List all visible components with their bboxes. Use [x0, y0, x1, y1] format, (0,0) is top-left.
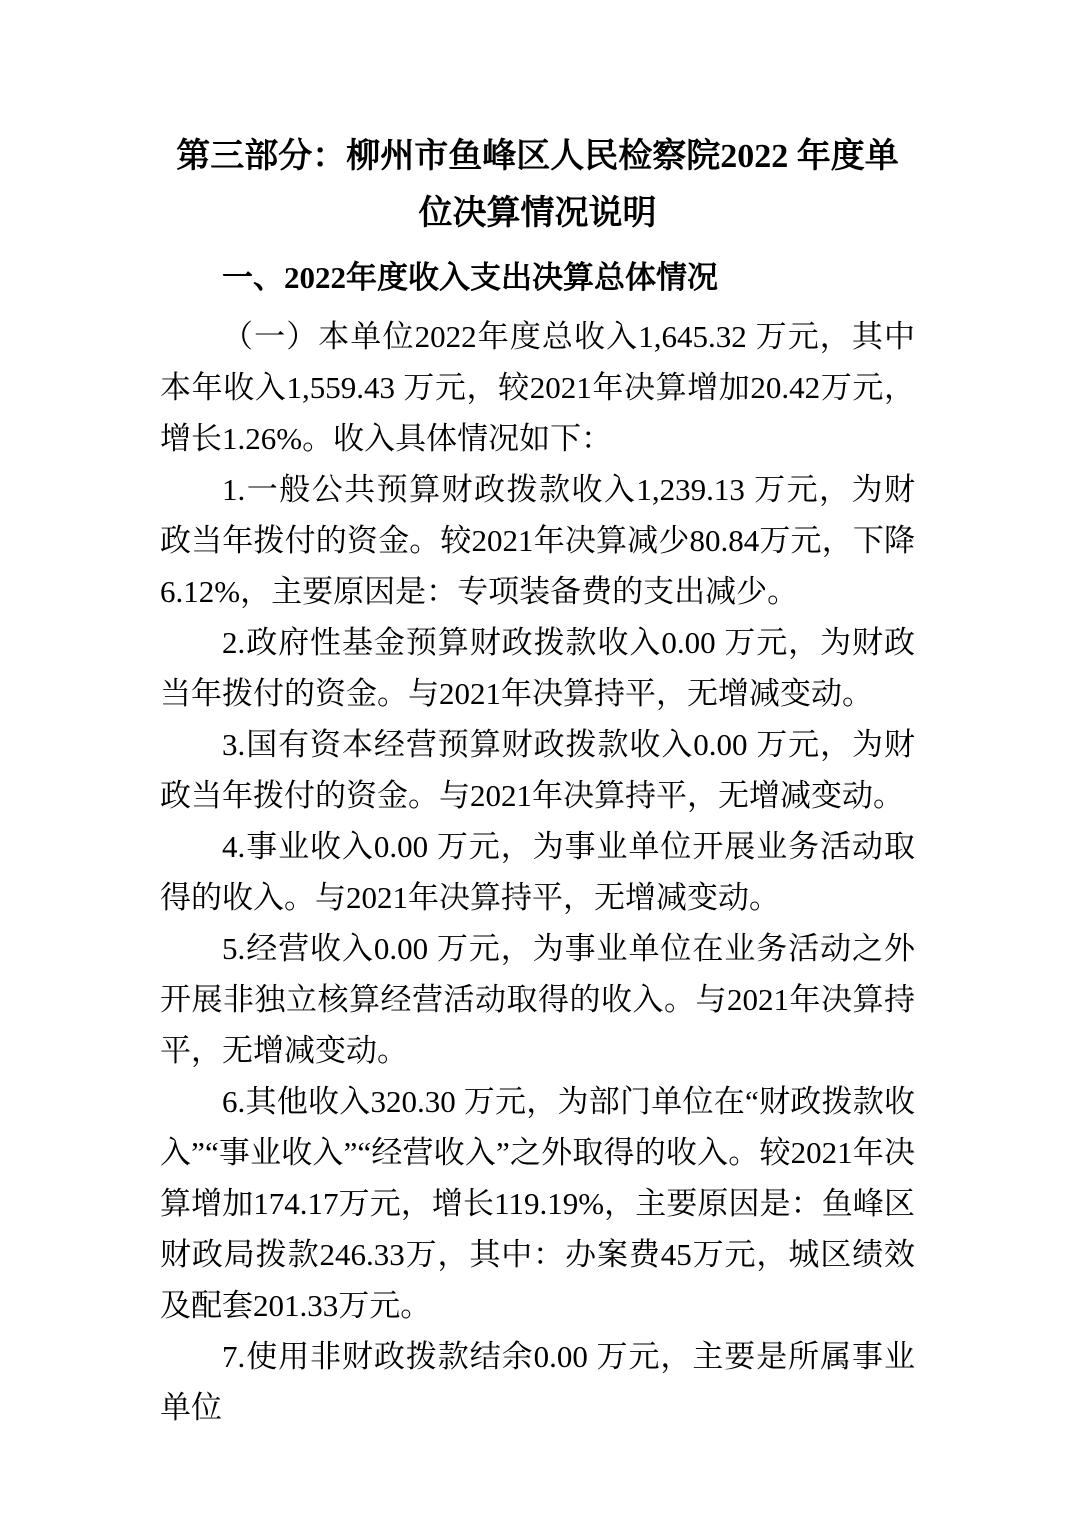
- document-title: [160, 128, 915, 242]
- paragraph-item-1-general-budget-income: 1.一般公共预算财政拨款收入1,239.13 万元，为财政当年拨付的资金。较2021年决算减少80.84万元，下降6.12%，主要原因是：专项装备费的支出减少。: [160, 472, 915, 609]
- document-body: [160, 311, 915, 1433]
- paragraph-item-2-government-fund-income: 2.政府性基金预算财政拨款收入0.00 万元，为财政当年拨付的资金。与2021年决算持平，无增减变动。: [160, 625, 915, 711]
- paragraph-item-5-operating-income: 5.经营收入0.00 万元，为事业单位在业务活动之外开展非独立核算经营活动取得的收入。与2021年决算持平，无增减变动。: [160, 931, 915, 1068]
- paragraph-item-7-nonfiscal-balance: 7.使用非财政拨款结余0.00 万元，主要是所属事业单位: [160, 1339, 915, 1425]
- section-heading: 一、2022年度收入支出决算总体情况: [222, 260, 718, 295]
- paragraph-overview: （一）本单位2022年度总收入1,645.32 万元，其中本年收入1,559.43 万元，较2021年决算增加20.42万元，增长1.26%。收入具体情况如下：: [160, 319, 915, 456]
- title-line-2: 位决算情况说明: [418, 195, 657, 232]
- paragraph-item-4-institution-income: 4.事业收入0.00 万元，为事业单位开展业务活动取得的收入。与2021年决算持平，无增减变动。: [160, 829, 915, 915]
- paragraph-item-6-other-income: 6.其他收入320.30 万元，为部门单位在“财政拨款收入”“事业收入”“经营收入”之外取得的收入。较2021年决算增加174.17万元，增长119.19%，主要原因是：鱼峰区财政局拨款246.33万，其中：办案费45万元，城区绩效及配套201.33万元。: [160, 1084, 915, 1323]
- title-line-1: 第三部分：柳州市鱼峰区人民检察院2022 年度单: [176, 138, 899, 175]
- paragraph-item-3-state-capital-income: 3.国有资本经营预算财政拨款收入0.00 万元，为财政当年拨付的资金。与2021年决算持平，无增减变动。: [160, 727, 915, 813]
